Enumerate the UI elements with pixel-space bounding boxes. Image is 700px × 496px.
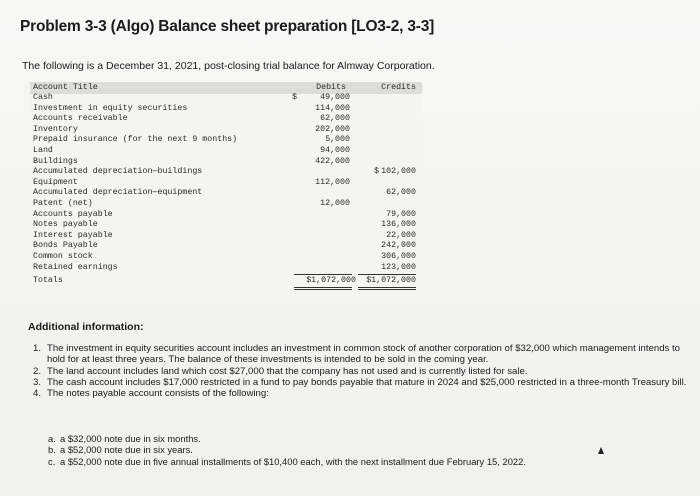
row-debit: 5,000 (325, 135, 350, 145)
row-debit: 49,000 (320, 93, 350, 102)
list-item (33, 388, 693, 399)
row-debit: 112,000 (315, 177, 350, 187)
totals-credit: $1,072,000 (366, 275, 416, 285)
table-row (30, 125, 422, 136)
item-text: The notes payable account consists of the following: (47, 388, 269, 400)
problem-title: Problem 3-3 (Algo) Balance sheet preparation [LO3-2, 3-3] (20, 18, 435, 35)
list-item (48, 456, 688, 467)
row-debit: 94,000 (320, 146, 350, 155)
additional-information-heading: Additional information: (28, 321, 144, 333)
row-account: Land (33, 146, 53, 155)
item-text: a $52,000 note due in six years. (60, 444, 193, 456)
totals-label: Totals (33, 275, 63, 285)
table-row (30, 157, 422, 168)
row-account: Prepaid insurance (for the next 9 months) (33, 135, 238, 145)
list-item (33, 366, 693, 377)
table-header-row (30, 83, 422, 94)
item-text: The cash account includes $17,000 restricted in a fund to pay bonds payable that mature in 2024 and $25,000 restricted in a three-month Treasury bill. (47, 376, 687, 388)
item-letter: c. (48, 455, 56, 467)
header-debits: Debits (316, 83, 346, 92)
item-number: 3. (33, 376, 42, 388)
mouse-pointer-icon (598, 447, 604, 454)
header-account: Account Title (33, 83, 98, 92)
table-row (30, 93, 422, 104)
subtotal-rule-debit (294, 274, 352, 275)
table-row (30, 220, 422, 231)
row-debit: 62,000 (320, 114, 350, 124)
table-row (30, 135, 422, 146)
list-item (33, 343, 693, 366)
table-row (30, 210, 422, 221)
header-credits: Credits (381, 83, 416, 92)
row-account: Interest payable (33, 230, 113, 240)
row-account: Buildings (33, 156, 78, 166)
row-credit: 102,000 (381, 167, 416, 177)
row-account: Accumulated depreciation—buildings (33, 167, 203, 177)
dollar-sign: $ (374, 167, 379, 177)
notes-payable-list (48, 433, 688, 467)
row-credit: 306,000 (381, 252, 416, 261)
table-row (30, 199, 422, 210)
table-row (30, 114, 422, 125)
row-account: Inventory (33, 124, 78, 134)
item-text: a $32,000 note due in six months. (60, 433, 201, 444)
table-row (30, 241, 422, 252)
subtotal-rule-credit (358, 274, 416, 275)
table-row (30, 263, 422, 274)
item-text: The investment in equity securities account includes an investment in common stock of another corporation of $32,000 which management intends to hold for at least three years. The balance of these investments is intended to be sold in the coming year. (47, 343, 681, 366)
row-account: Equipment (33, 177, 78, 187)
row-credit: 242,000 (381, 241, 416, 251)
dollar-sign: $ (292, 93, 297, 102)
row-credit: 136,000 (381, 220, 416, 230)
table-row (30, 146, 422, 157)
additional-info-list (33, 343, 693, 399)
row-account: Accounts receivable (33, 114, 128, 124)
row-credit: 123,000 (381, 262, 416, 272)
table-row (30, 167, 422, 178)
trial-balance-table (30, 82, 422, 298)
row-account: Notes payable (33, 220, 98, 230)
totals-row (30, 276, 422, 287)
total-double-rule-debit (294, 287, 352, 290)
item-number: 2. (33, 365, 42, 377)
intro-text: The following is a December 31, 2021, post-closing trial balance for Almway Corporation. (22, 60, 435, 72)
row-credit: 79,000 (386, 209, 416, 219)
row-debit: 202,000 (315, 124, 350, 134)
row-debit: 422,000 (315, 156, 350, 166)
row-debit: 12,000 (320, 199, 350, 208)
totals-debit: $1,072,000 (306, 275, 356, 285)
row-debit: 114,000 (315, 103, 350, 113)
total-double-rule-credit (358, 287, 416, 290)
table-row (30, 231, 422, 242)
row-account: Patent (net) (33, 199, 93, 208)
list-item (33, 377, 693, 388)
row-account: Investment in equity securities (33, 103, 188, 113)
item-letter: a. (48, 433, 56, 444)
row-credit: 62,000 (386, 188, 416, 198)
item-letter: b. (48, 444, 56, 456)
row-account: Bonds Payable (33, 241, 98, 251)
table-row (30, 252, 422, 263)
row-credit: 22,000 (386, 230, 416, 240)
table-row (30, 188, 422, 199)
item-text: The land account includes land which cost $27,000 that the company has not used and is currently listed for sale. (47, 365, 528, 377)
item-text: a $52,000 note due in five annual installments of $10,400 each, with the next installment due February 15, 2022. (60, 455, 526, 467)
table-row (30, 104, 422, 115)
list-item (48, 433, 688, 444)
list-item (48, 444, 688, 455)
table-row (30, 178, 422, 189)
row-account: Common stock (33, 252, 93, 261)
row-account: Cash (33, 93, 53, 102)
item-number: 1. (33, 343, 42, 354)
row-account: Retained earnings (33, 262, 118, 272)
row-account: Accounts payable (33, 209, 113, 219)
item-number: 4. (33, 388, 42, 400)
row-account: Accumulated depreciation—equipment (33, 188, 203, 198)
